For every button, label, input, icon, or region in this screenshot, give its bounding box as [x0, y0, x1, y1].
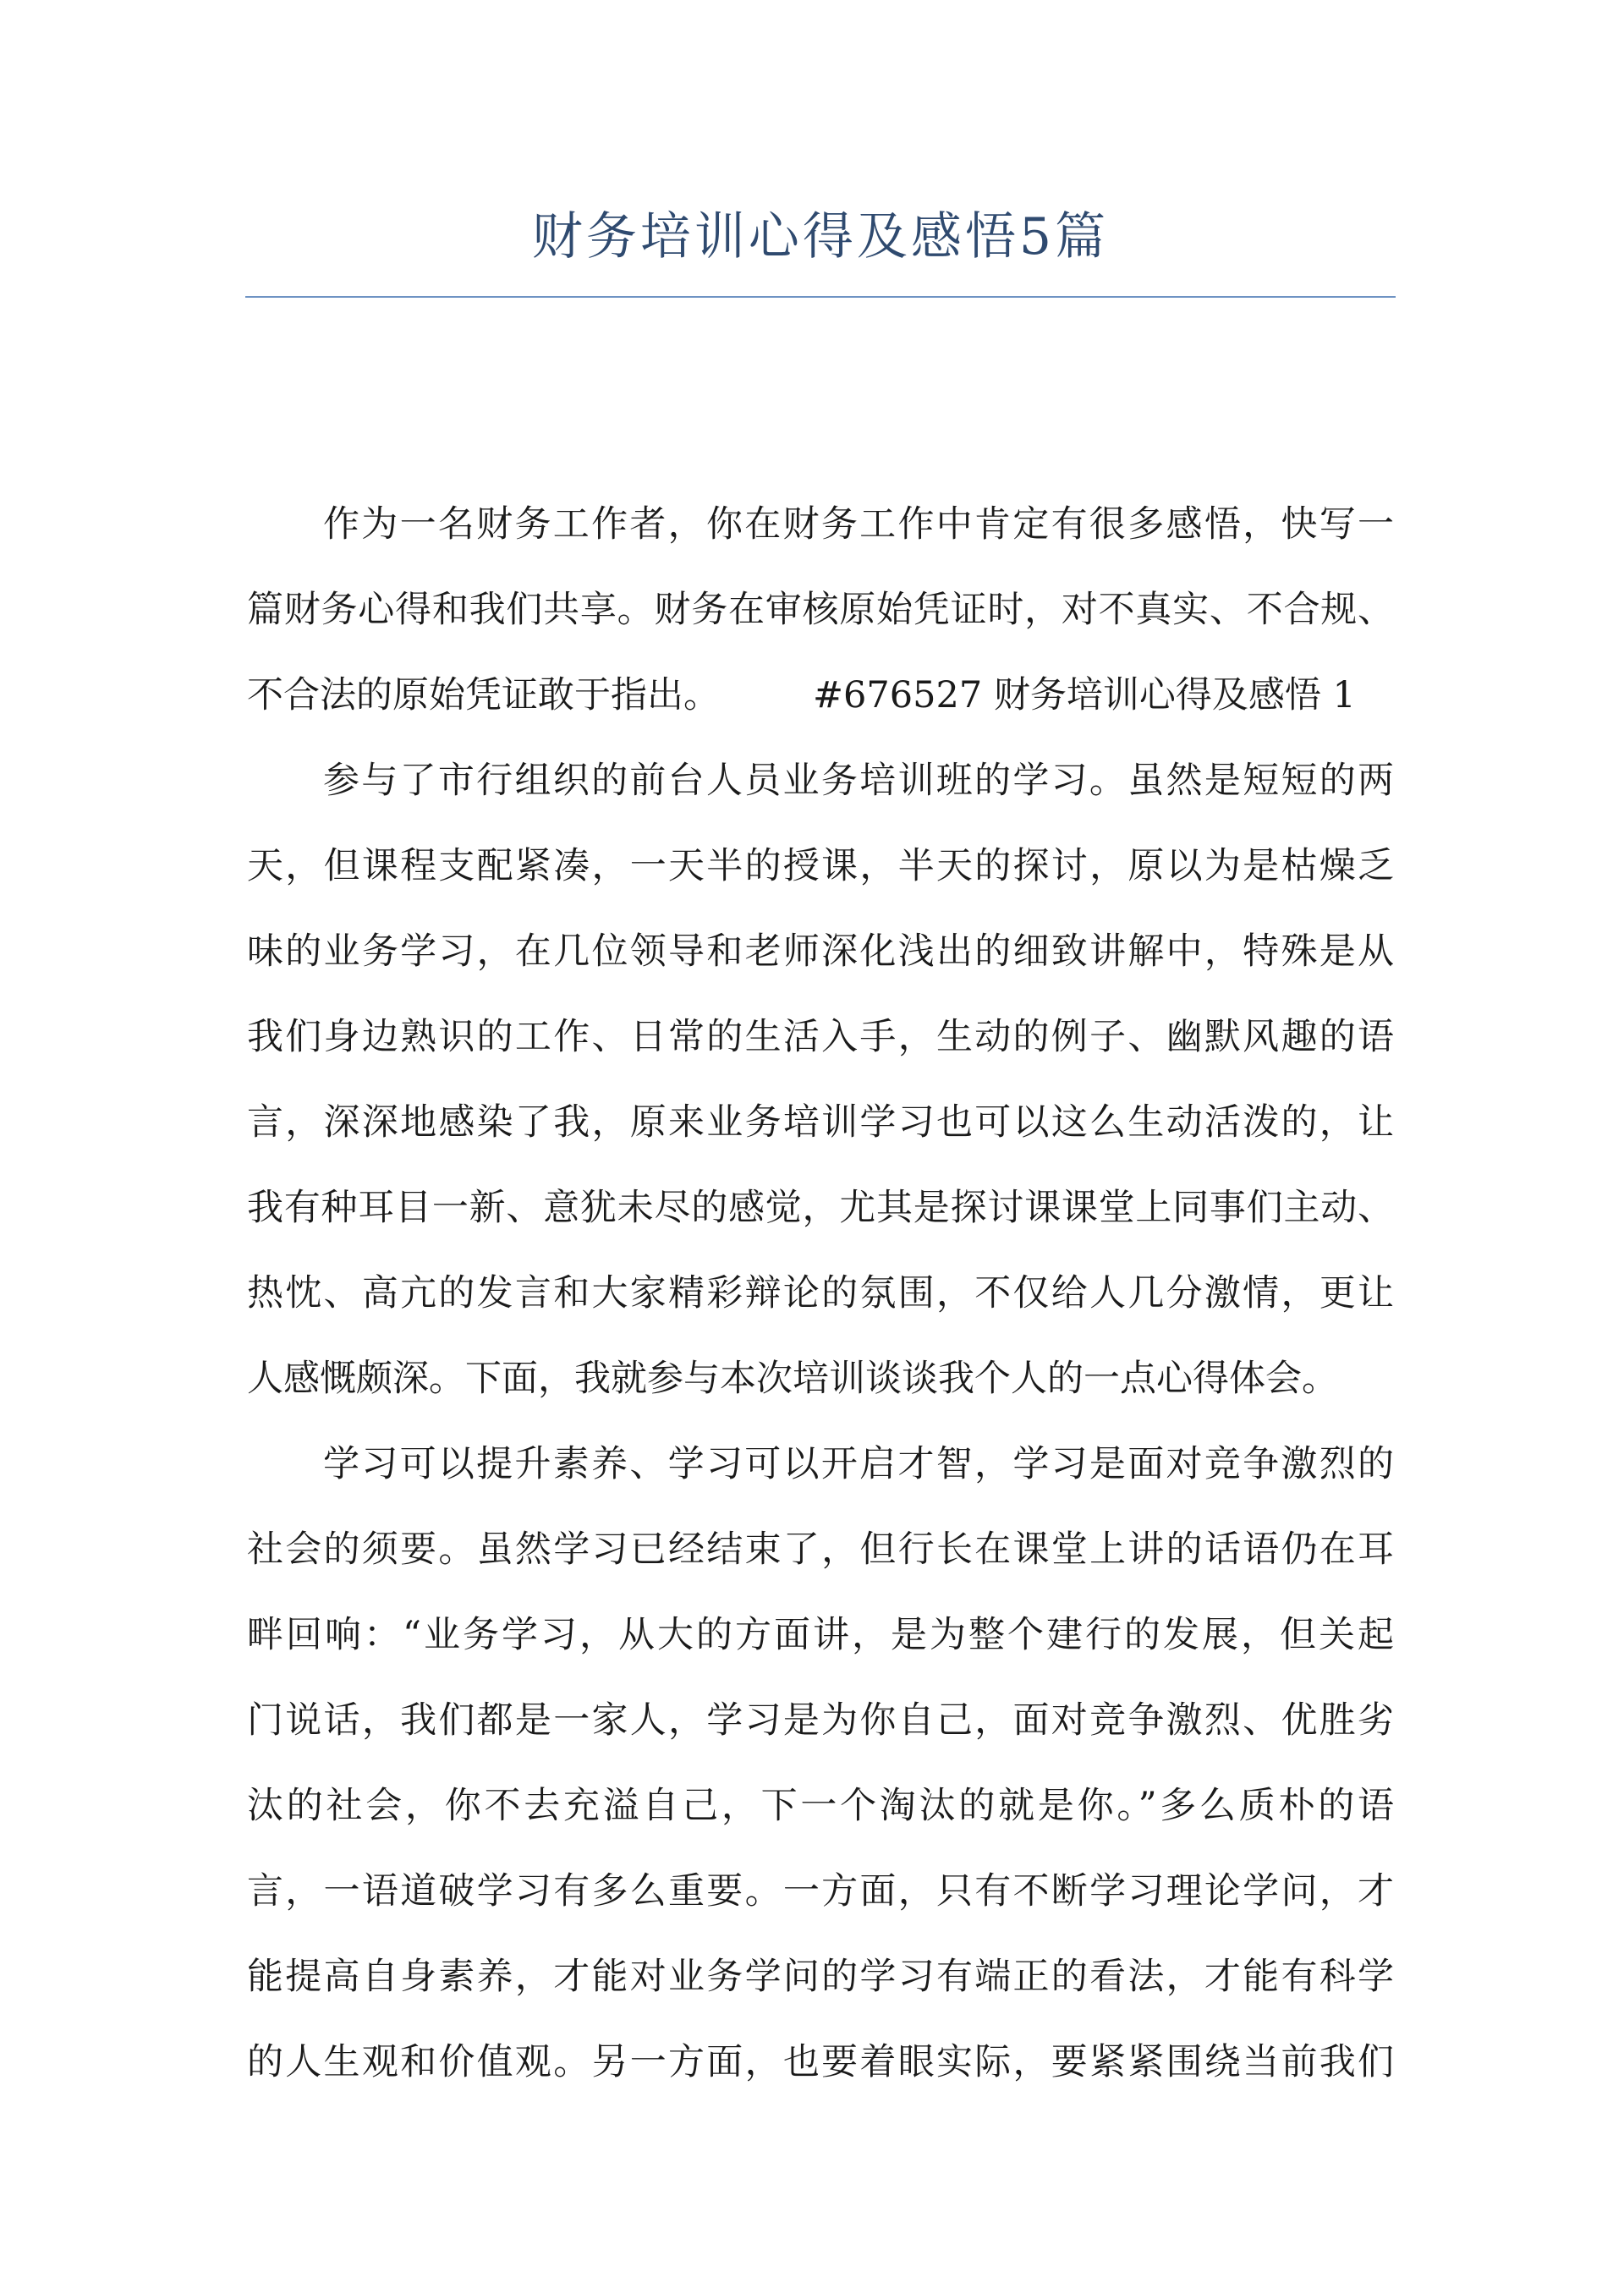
intro-line: 篇财务心得和我们共享。财务在审核原始凭证时，对不真实、不合规、	[247, 589, 1394, 631]
paragraph-line: 言，深深地感染了我，原来业务培训学习也可以这么生动活泼的，让	[247, 1101, 1394, 1144]
paragraph-line: 学习可以提升素养、学习可以开启才智，学习是面对竞争激烈的	[323, 1443, 1394, 1485]
paragraph-line: 热忱、高亢的发言和大家精彩辩论的氛围，不仅给人几分激情，更让	[247, 1272, 1394, 1314]
title-underline	[245, 296, 1396, 298]
paragraph-line: 畔回响：“业务学习，从大的方面讲，是为整个建行的发展，但关起	[247, 1614, 1394, 1656]
paragraph-line: 我们身边熟识的工作、日常的生活入手，生动的例子、幽默风趣的语	[247, 1016, 1394, 1058]
paragraph-line: 社会的须要。虽然学习已经结束了，但行长在课堂上讲的话语仍在耳	[247, 1528, 1394, 1571]
intro-line-with-tag	[247, 653, 1394, 738]
paragraph-line: 天，但课程支配紧凑，一天半的授课，半天的探讨，原以为是枯燥乏	[247, 845, 1394, 887]
paragraph-line: 的人生观和价值观。另一方面，也要着眼实际，要紧紧围绕当前我们	[247, 2041, 1394, 2083]
intro-line-text: 不合法的原始凭证敢于指出。	[247, 674, 720, 716]
paragraph-line: 味的业务学习，在几位领导和老师深化浅出的细致讲解中，特殊是从	[247, 930, 1394, 973]
paragraph-line: 人感慨颇深。下面，我就参与本次培训谈谈我个人的一点心得体会。	[247, 1358, 1338, 1400]
paragraph-line: 门说话，我们都是一家人，学习是为你自己，面对竞争激烈、优胜劣	[247, 1699, 1394, 1742]
paragraph-line: 言，一语道破学习有多么重要。一方面，只有不断学习理论学问，才	[247, 1870, 1394, 1913]
document-body	[247, 482, 1394, 2105]
paragraph-line: 参与了市行组织的前台人员业务培训班的学习。虽然是短短的两	[323, 760, 1394, 802]
document-title: 财务培训心得及感悟5篇	[531, 207, 1110, 266]
intro-line: 作为一名财务工作者，你在财务工作中肯定有很多感悟，快写一	[323, 503, 1394, 546]
paragraph-line: 汰的社会，你不去充溢自己，下一个淘汰的就是你。”多么质朴的语	[247, 1785, 1394, 1827]
paragraph-line: 我有种耳目一新、意犹未尽的感觉，尤其是探讨课课堂上同事们主动、	[247, 1187, 1394, 1229]
paragraph-line: 能提高自身素养，才能对业务学问的学习有端正的看法，才能有科学	[247, 1956, 1394, 1998]
article-tag: #676527 财务培训心得及感悟 1	[813, 674, 1356, 716]
